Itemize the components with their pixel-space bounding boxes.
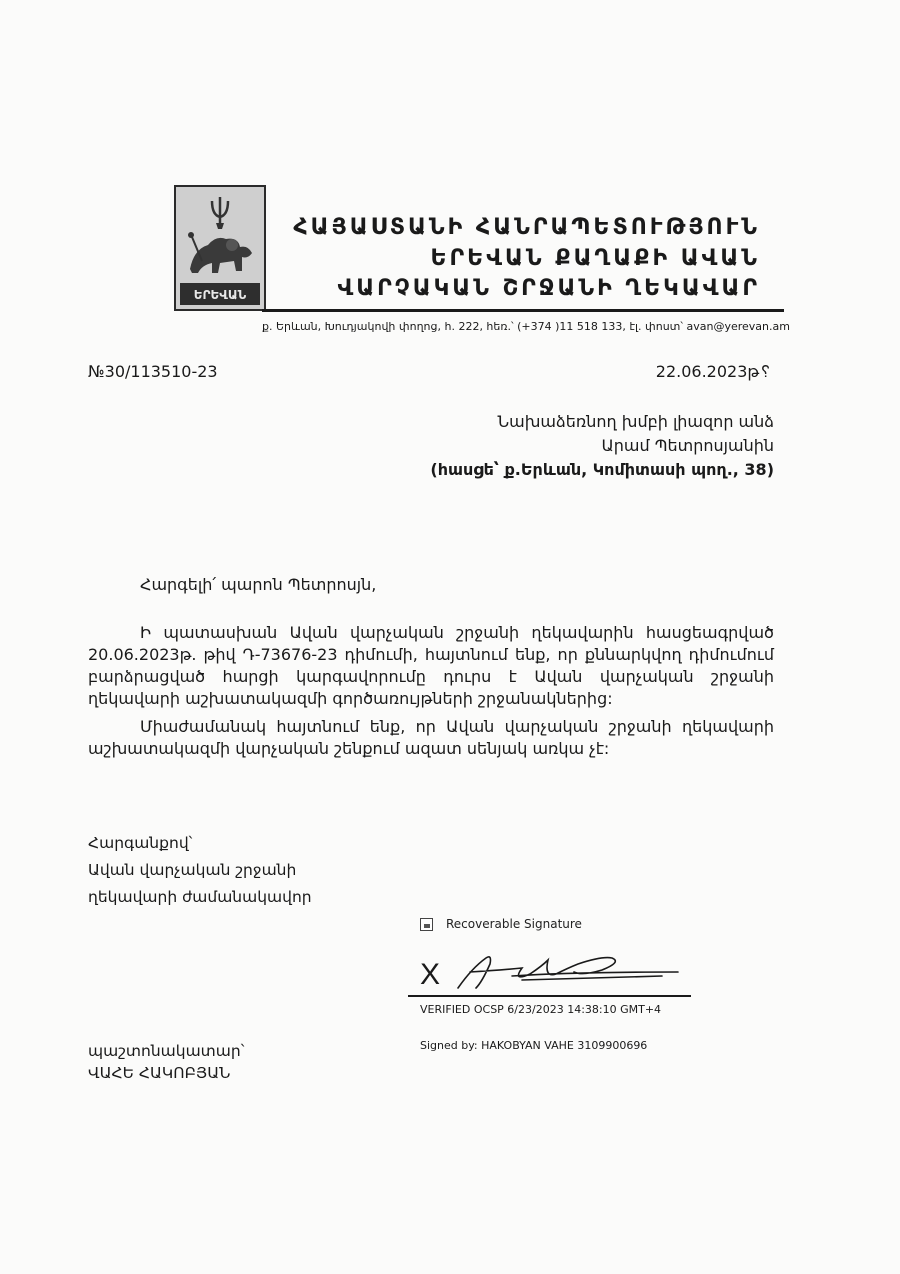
city-emblem xyxy=(174,185,266,311)
header-line-office: ՎԱՐՉԱԿԱՆ ՇՐՋԱՆԻ ՂԵԿԱՎԱՐ xyxy=(337,276,760,301)
body-paragraph-2 xyxy=(88,716,774,760)
signature-image-icon xyxy=(420,918,433,931)
closing-regards: Հարգանքով՝ xyxy=(88,834,193,852)
salutation: Հարգելի՛ պարոն Պետրոսյն, xyxy=(140,575,377,594)
signature-x-mark: X xyxy=(420,958,441,991)
signature-line xyxy=(408,995,691,997)
body-paragraph-1 xyxy=(88,622,774,710)
contact-info: ք. Երևան, Խուդյակովի փողոց, հ. 222, հեռ.՝ (+374 )11 518 133, էլ. փոստ՝ avan@yerevan.am xyxy=(262,320,790,333)
addressee-title: Նախաձեռնող խմբի լիազոր անձ xyxy=(497,412,774,431)
addressee-address: (հասցե՝ ք.Երևան, Կոմիտասի պող., 38) xyxy=(430,460,774,479)
header-rule xyxy=(262,309,784,312)
closing-position-line1: Ավան վարչական շրջանի xyxy=(88,861,297,879)
header-line-republic: ՀԱՅԱՍՏԱՆԻ ՀԱՆՐԱՊԵՏՈՒԹՅՈՒՆ xyxy=(293,215,760,240)
recoverable-signature-label: Recoverable Signature xyxy=(446,917,582,931)
closing-position-line2: ղեկավարի ժամանակավոր xyxy=(88,888,312,906)
emblem-text: ԵՐԵՎԱՆ xyxy=(193,288,247,302)
addressee-name: Արամ Պետրոսյանին xyxy=(601,436,774,455)
body-paragraph-1-text: Ի պատասխան Ավան վարչական շրջանի ղեկավարին հասցեագրված 20.06.2023թ. թիվ Դ-73676-23 դիմումի, հայտնում ենք, որ քննարկվող դիմումում բարձրացված հարցի կարգավորումը դուրս է Ավան վարչական շրջանի ղեկավարի աշխատակազմի գործառույթների շրջանակներից: xyxy=(88,623,774,708)
closing-position-line3: պաշտոնակատար՝ xyxy=(88,1042,245,1060)
verified-ocsp: VERIFIED OCSP 6/23/2023 14:38:10 GMT+4 xyxy=(420,1003,662,1016)
letter-date: 22.06.2023թ␦ xyxy=(655,362,772,381)
body-paragraph-2-text: Միաժամանակ հայտնում ենք, որ Ավան վարչական շրջանի ղեկավարի աշխատակազմի վարչական շենքում ազատ սենյակ առկա չէ: xyxy=(88,717,774,758)
signatory-name: ՎԱՀԵ ՀԱԿՈԲՅԱՆ xyxy=(88,1064,231,1082)
signed-by: Signed by: HAKOBYAN VAHE 3109900696 xyxy=(420,1039,648,1052)
header-line-city: ԵՐԵՎԱՆ ՔԱՂԱՔԻ ԱՎԱՆ xyxy=(430,246,760,271)
registration-number: №30/113510-23 xyxy=(88,362,218,381)
handwritten-signature xyxy=(452,948,684,994)
